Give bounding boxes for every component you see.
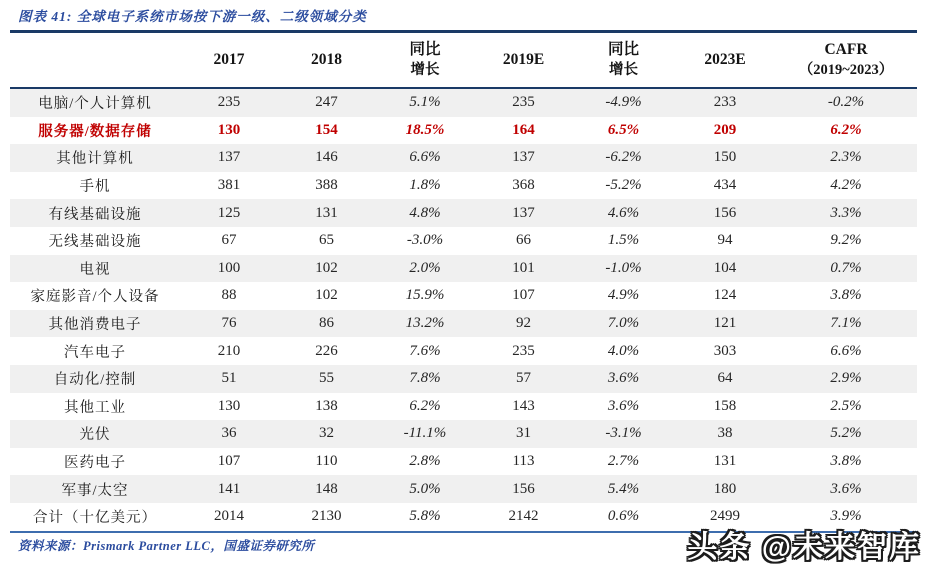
- cell-2023E: 158: [713, 397, 737, 414]
- cell-2023E: 2499: [710, 508, 740, 525]
- cell-2019E: 143: [512, 397, 535, 414]
- cell-yoy_2018: 4.8%: [409, 204, 441, 221]
- watermark: 头条 @未来智库: [687, 531, 921, 564]
- cell-yoy_2018: 5.1%: [409, 94, 441, 111]
- row-label: 服务器/数据存储: [38, 123, 152, 140]
- cell-yoy_2018: 2.0%: [409, 259, 441, 276]
- figure-title: 图表 41: 全球电子系统市场按下游一级、二级领域分类: [18, 9, 367, 24]
- column-header-yoy_2019e: 同比 增长: [607, 40, 639, 78]
- cell-2018: 102: [315, 259, 338, 276]
- cell-2018: 226: [315, 342, 338, 359]
- cell-yoy_2018: 1.8%: [409, 177, 441, 194]
- cell-2023E: 209: [713, 121, 737, 138]
- cell-2018: 388: [315, 177, 338, 194]
- cell-2023E: 38: [717, 425, 733, 442]
- cell-2023E: 124: [713, 287, 737, 304]
- column-header-2023E: 2023E: [704, 50, 746, 68]
- table-row: [10, 117, 917, 145]
- table-header-row: [10, 32, 917, 89]
- cell-yoy_2018: 7.8%: [409, 370, 441, 387]
- cell-yoy_2019e: -6.2%: [605, 149, 642, 166]
- row-label: 电视: [79, 261, 111, 278]
- cell-yoy_2018: 18.5%: [405, 121, 445, 138]
- cell-cagr_2019_2023: -0.2%: [827, 94, 865, 111]
- cell-yoy_2019e: 5.4%: [607, 480, 640, 497]
- column-header-2018: 2018: [311, 50, 342, 68]
- cell-2017: 88: [221, 287, 237, 304]
- cell-2019E: 101: [512, 259, 535, 276]
- cell-yoy_2018: 2.8%: [409, 453, 441, 470]
- cell-2018: 86: [319, 315, 334, 332]
- cell-2023E: 156: [713, 204, 737, 221]
- cell-2018: 55: [319, 370, 334, 387]
- cell-2023E: 233: [713, 94, 737, 111]
- row-label: 有线基础设施: [48, 206, 142, 223]
- column-header-yoy_2018: 同比 增长: [409, 40, 441, 78]
- row-label: 家庭影音/个人设备: [30, 289, 160, 306]
- cell-cagr_2019_2023: 3.9%: [830, 508, 862, 525]
- cell-cagr_2019_2023: 9.2%: [830, 232, 862, 249]
- source-note: 资料来源：Prismark Partner LLC，国盛证券研究所: [18, 539, 315, 553]
- table-row: [10, 282, 917, 310]
- cell-2018: 32: [319, 425, 334, 442]
- cell-2017: 235: [217, 94, 241, 111]
- cell-2023E: 64: [717, 370, 733, 387]
- cell-yoy_2019e: 7.0%: [607, 315, 640, 332]
- table-row: [10, 365, 917, 393]
- cell-yoy_2018: 7.6%: [409, 342, 441, 359]
- cell-yoy_2019e: 1.5%: [607, 232, 640, 249]
- cell-yoy_2019e: -3.1%: [605, 425, 642, 442]
- table-row: [10, 172, 917, 200]
- table-row: [10, 475, 917, 503]
- cell-cagr_2019_2023: 3.8%: [830, 453, 862, 470]
- cell-yoy_2018: 15.9%: [405, 287, 445, 304]
- row-label: 手机: [79, 179, 111, 196]
- cell-2018: 138: [315, 397, 338, 414]
- cell-2017: 2014: [214, 508, 244, 525]
- row-label: 汽车电子: [64, 344, 126, 361]
- cell-2017: 130: [217, 121, 241, 138]
- cell-yoy_2019e: -5.2%: [605, 177, 642, 194]
- row-label: 自动化/控制: [53, 372, 137, 389]
- cell-yoy_2019e: 4.9%: [607, 287, 640, 304]
- cell-cagr_2019_2023: 5.2%: [830, 425, 862, 442]
- cell-cagr_2019_2023: 2.5%: [830, 397, 862, 414]
- row-label: 其他消费电子: [48, 317, 142, 334]
- cell-2018: 131: [315, 204, 338, 221]
- cell-2017: 125: [217, 204, 241, 221]
- table-row: [10, 144, 917, 172]
- cell-2019E: 235: [512, 342, 535, 359]
- table-row: [10, 337, 917, 365]
- row-label: 其他工业: [64, 399, 126, 416]
- cell-yoy_2019e: 6.5%: [607, 121, 640, 138]
- cell-2023E: 434: [713, 177, 737, 194]
- row-label: 合计（十亿美元）: [33, 510, 157, 527]
- table-row: [10, 88, 917, 117]
- cell-2018: 65: [319, 232, 334, 249]
- cell-yoy_2019e: 0.6%: [607, 508, 640, 525]
- cell-yoy_2019e: 4.0%: [607, 342, 640, 359]
- row-label: 军事/太空: [61, 482, 129, 499]
- cell-cagr_2019_2023: 0.7%: [830, 259, 862, 276]
- cell-2019E: 113: [512, 453, 535, 470]
- cell-cagr_2019_2023: 6.2%: [830, 121, 862, 138]
- column-header-2017: 2017: [213, 50, 245, 68]
- cell-2019E: 368: [512, 177, 535, 194]
- cell-2017: 381: [217, 177, 241, 194]
- row-label: 电脑/个人计算机: [38, 96, 152, 113]
- cell-yoy_2019e: 4.6%: [607, 204, 640, 221]
- table-row: [10, 310, 917, 338]
- cell-cagr_2019_2023: 2.3%: [830, 149, 862, 166]
- cell-2019E: 137: [512, 204, 535, 221]
- row-label: 其他计算机: [56, 151, 134, 168]
- cell-2017: 141: [217, 480, 241, 497]
- row-label: 医药电子: [64, 455, 126, 472]
- table-row: [10, 448, 917, 476]
- cell-yoy_2018: 13.2%: [405, 315, 445, 332]
- table-row: [10, 199, 917, 227]
- cell-yoy_2018: -11.1%: [403, 425, 447, 442]
- cell-2017: 210: [217, 342, 241, 359]
- cell-yoy_2018: 6.2%: [409, 397, 441, 414]
- cell-2019E: 235: [512, 94, 535, 111]
- column-header-cagr_2019_2023: CAFR （2019~2023）: [798, 40, 894, 78]
- cell-2017: 51: [221, 370, 237, 387]
- cell-cagr_2019_2023: 3.6%: [830, 480, 862, 497]
- cell-2018: 146: [315, 149, 338, 166]
- cell-yoy_2018: 6.6%: [409, 149, 441, 166]
- cell-cagr_2019_2023: 7.1%: [830, 315, 862, 332]
- cell-2017: 67: [221, 232, 237, 249]
- cell-cagr_2019_2023: 3.8%: [830, 287, 862, 304]
- cell-yoy_2018: -3.0%: [406, 232, 444, 249]
- row-label: 光伏: [79, 427, 111, 444]
- cell-2023E: 131: [713, 453, 737, 470]
- market-table-container: [10, 30, 917, 533]
- table-header: [10, 32, 917, 89]
- column-header-2019E: 2019E: [502, 50, 545, 68]
- cell-cagr_2019_2023: 3.3%: [830, 204, 862, 221]
- cell-yoy_2019e: 3.6%: [607, 370, 640, 387]
- row-label: 无线基础设施: [48, 234, 142, 251]
- cell-2018: 102: [315, 287, 338, 304]
- cell-2018: 154: [315, 121, 338, 138]
- cell-2023E: 150: [713, 149, 737, 166]
- cell-2023E: 303: [713, 342, 737, 359]
- cell-2018: 110: [315, 453, 338, 470]
- table-row: [10, 393, 917, 421]
- cell-2023E: 180: [713, 480, 737, 497]
- table-body: [10, 88, 917, 532]
- cell-cagr_2019_2023: 6.6%: [830, 342, 862, 359]
- cell-2017: 107: [217, 453, 241, 470]
- cell-yoy_2019e: -4.9%: [605, 94, 642, 111]
- cell-2018: 247: [315, 94, 338, 111]
- cell-yoy_2019e: 2.7%: [607, 453, 640, 470]
- cell-2023E: 121: [713, 315, 737, 332]
- cell-2019E: 2142: [508, 508, 539, 525]
- column-header-label: [10, 32, 180, 89]
- cell-2017: 36: [221, 425, 237, 442]
- cell-yoy_2018: 5.8%: [409, 508, 441, 525]
- cell-2019E: 137: [512, 149, 535, 166]
- cell-yoy_2018: 5.0%: [409, 480, 441, 497]
- cell-2019E: 92: [516, 315, 531, 332]
- cell-2019E: 66: [516, 232, 531, 249]
- cell-2019E: 57: [516, 370, 531, 387]
- cell-2017: 130: [217, 397, 241, 414]
- cell-2019E: 164: [512, 121, 535, 138]
- cell-2019E: 31: [516, 425, 531, 442]
- cell-yoy_2019e: -1.0%: [605, 259, 642, 276]
- cell-2017: 100: [217, 259, 241, 276]
- cell-2018: 2130: [311, 508, 342, 525]
- cell-2017: 76: [221, 315, 237, 332]
- cell-2023E: 94: [717, 232, 733, 249]
- table-row: [10, 227, 917, 255]
- cell-2023E: 104: [713, 259, 737, 276]
- cell-cagr_2019_2023: 4.2%: [830, 177, 862, 194]
- table-row: [10, 255, 917, 283]
- cell-yoy_2019e: 3.6%: [607, 397, 640, 414]
- cell-2019E: 107: [512, 287, 535, 304]
- cell-2018: 148: [315, 480, 338, 497]
- market-table: [10, 30, 917, 533]
- table-row: [10, 420, 917, 448]
- cell-2019E: 156: [512, 480, 535, 497]
- cell-2017: 137: [217, 149, 241, 166]
- cell-cagr_2019_2023: 2.9%: [830, 370, 862, 387]
